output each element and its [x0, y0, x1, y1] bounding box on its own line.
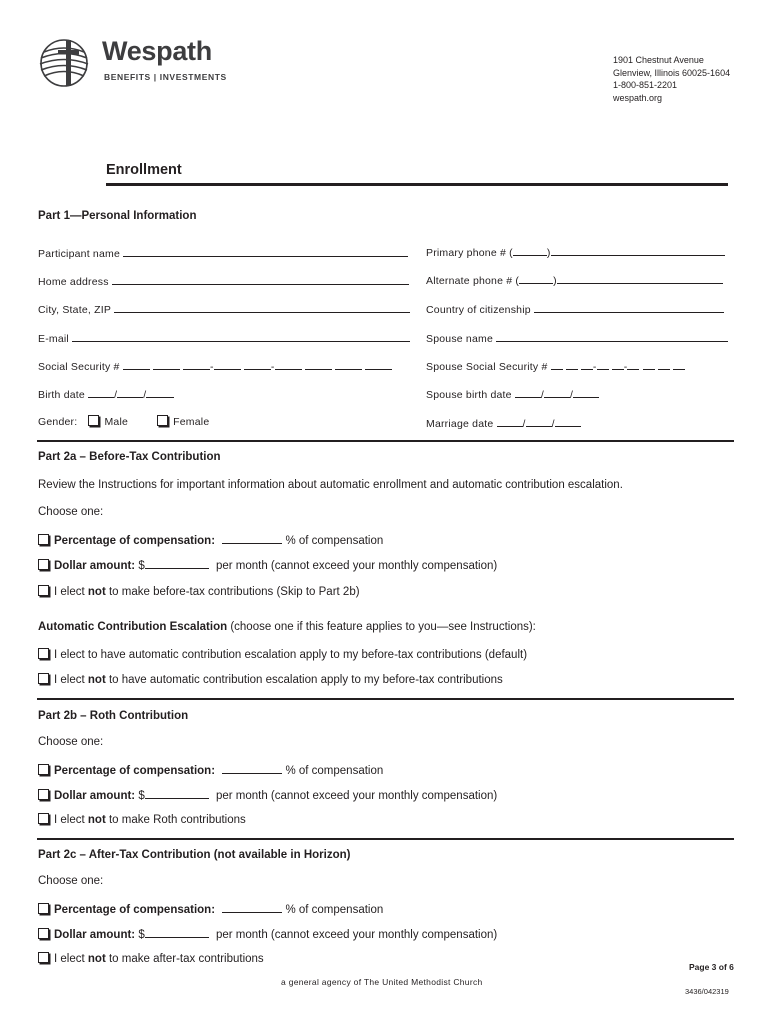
part2c-decline-checkbox[interactable] [38, 952, 49, 963]
alternate-phone-line[interactable] [557, 273, 723, 284]
brand-tagline: BENEFITS | INVESTMENTS [104, 72, 227, 82]
part2b-dollar-checkbox[interactable] [38, 789, 49, 800]
country-field[interactable] [426, 302, 724, 316]
male-label: Male [104, 416, 129, 428]
ssn-digit[interactable] [123, 359, 150, 370]
part2a-dollar-option[interactable] [38, 558, 497, 572]
ssn-digit[interactable] [335, 359, 362, 370]
part2c-dollar-label: Dollar amount: [54, 929, 136, 941]
marriage-day-line[interactable] [526, 416, 552, 427]
part2a-percentage-checkbox[interactable] [38, 534, 49, 545]
part2a-dollar-suffix: per month (cannot exceed your monthly compensation) [215, 560, 498, 572]
part2c-dollar-checkbox[interactable] [38, 928, 49, 939]
part2b-percentage-line[interactable] [222, 763, 282, 774]
page-title: Enrollment [106, 162, 182, 178]
part2b-decline-post: to make Roth contributions [108, 814, 246, 826]
birth-date-field[interactable]: Birth date / / [38, 387, 174, 401]
auto-escalation-decline-checkbox[interactable] [38, 673, 49, 684]
ssn-digit[interactable] [183, 359, 210, 370]
home-address-line[interactable] [112, 274, 409, 285]
auto-escalation-decline-pre: I elect [54, 674, 85, 686]
auto-escalation-heading: Automatic Contribution Escalation [38, 621, 228, 633]
auto-escalation-decline-post: to have automatic contribution escalation apply to my before-tax contributions [108, 674, 503, 686]
spouse-ssn-digit[interactable] [551, 359, 563, 370]
part2c-percentage-suffix: % of compensation [285, 904, 384, 916]
part2c-percentage-checkbox[interactable] [38, 903, 49, 914]
city-state-zip-field[interactable] [38, 302, 410, 316]
participant-name-line[interactable] [123, 246, 408, 257]
email-line[interactable] [72, 331, 410, 342]
part2a-percentage-option[interactable] [38, 533, 383, 547]
part2b-percentage-checkbox[interactable] [38, 764, 49, 775]
part2b-decline-pre: I elect [54, 814, 85, 826]
spouse-ssn-digit[interactable] [566, 359, 578, 370]
alternate-phone-area-line[interactable] [519, 273, 553, 284]
auto-escalation-apply-checkbox[interactable] [38, 648, 49, 659]
part2a-decline-checkbox[interactable] [38, 585, 49, 596]
participant-name-field[interactable] [38, 246, 408, 260]
contact-address [613, 54, 730, 104]
country-label: Country of citizenship [426, 304, 531, 316]
spouse-ssn-digit[interactable] [658, 359, 670, 370]
spouse-ssn-field[interactable]: Spouse Social Security # - - [426, 359, 685, 373]
ssn-digit[interactable] [275, 359, 302, 370]
part2c-percentage-line[interactable] [222, 902, 282, 913]
marriage-month-line[interactable] [497, 416, 523, 427]
spouse-ssn-digit[interactable] [612, 359, 624, 370]
part2a-decline-option[interactable] [38, 585, 360, 598]
address-line: Glenview, Illinois 60025-1604 [613, 67, 731, 78]
part2b-percentage-label: Percentage of compensation: [54, 765, 216, 777]
agency-footer: a general agency of The United Methodist Church [281, 977, 483, 987]
primary-phone-field[interactable]: Primary phone # ( ) [426, 245, 725, 259]
home-address-label: Home address [38, 276, 109, 288]
marriage-date-field[interactable]: Marriage date / / [426, 416, 581, 430]
spouse-ssn-digit[interactable] [627, 359, 639, 370]
part2c-choose-label: Choose one: [38, 875, 104, 887]
page-number: Page 3 of 6 [689, 962, 734, 972]
title-divider [106, 183, 728, 186]
part2b-dollar-label: Dollar amount: [54, 790, 136, 802]
part2c-dollar-line[interactable] [145, 927, 209, 938]
address-line: wespath.org [613, 92, 663, 103]
female-checkbox[interactable] [157, 415, 168, 426]
part2a-review-text: Review the Instructions for important information about automatic enrollment and automatic contribution escalation. [38, 479, 623, 491]
birth-year-line[interactable] [146, 387, 174, 398]
part2b-heading: Part 2b – Roth Contribution [38, 710, 189, 722]
spouse-birth-day-line[interactable] [544, 387, 570, 398]
marriage-year-line[interactable] [555, 416, 581, 427]
birth-month-line[interactable] [88, 387, 114, 398]
part2a-percentage-line[interactable] [222, 533, 282, 544]
part2b-dollar-line[interactable] [145, 788, 209, 799]
part2b-percentage-option[interactable] [38, 763, 383, 777]
part2c-decline-option[interactable] [38, 952, 264, 965]
part2a-dollar-label: Dollar amount: [54, 560, 136, 572]
brand-name: Wespath [102, 36, 212, 66]
part2a-heading: Part 2a – Before-Tax Contribution [38, 451, 221, 463]
country-line[interactable] [534, 302, 724, 313]
part2c-percentage-option[interactable] [38, 902, 383, 916]
spouse-ssn-digit[interactable] [581, 359, 593, 370]
ssn-digit[interactable] [214, 359, 241, 370]
part2b-decline-not: not [87, 814, 106, 826]
auto-escalation-decline-not: not [87, 674, 106, 686]
section-divider [37, 838, 734, 840]
email-label: E-mail [38, 333, 69, 345]
birth-day-line[interactable] [117, 387, 143, 398]
female-label: Female [173, 416, 210, 428]
gender-field [38, 415, 209, 428]
spouse-ssn-digit[interactable] [643, 359, 655, 370]
part2b-choose-label: Choose one: [38, 736, 104, 748]
email-field[interactable] [38, 331, 410, 345]
part2c-percentage-label: Percentage of compensation: [54, 904, 216, 916]
part2a-decline-not: not [87, 586, 106, 598]
spouse-name-line[interactable] [496, 331, 728, 342]
part2c-decline-post: to make after-tax contributions [108, 953, 264, 965]
ssn-digit[interactable] [365, 359, 392, 370]
part2c-decline-not: not [87, 953, 106, 965]
alternate-phone-label: Alternate phone # [426, 275, 513, 287]
spouse-ssn-label: Spouse Social Security # [426, 361, 548, 373]
birth-date-label: Birth date [38, 389, 85, 401]
gender-label: Gender: [38, 416, 78, 428]
auto-escalation-header [38, 621, 536, 633]
part2c-dollar-suffix: per month (cannot exceed your monthly compensation) [215, 929, 498, 941]
participant-name-label: Participant name [38, 248, 120, 260]
primary-phone-area-line[interactable] [513, 245, 547, 256]
part2c-dollar-option[interactable] [38, 927, 497, 941]
part2c-heading: Part 2c – After-Tax Contribution (not available in Horizon) [38, 849, 351, 861]
form-code: 3436/042319 [685, 987, 729, 996]
section-divider [37, 440, 734, 442]
alternate-phone-field[interactable]: Alternate phone # ( ) [426, 273, 723, 287]
ssn-field[interactable]: Social Security # - - [38, 359, 392, 373]
part2c-dollar-sign: $ [138, 929, 145, 941]
spouse-name-label: Spouse name [426, 333, 493, 345]
part2a-dollar-line[interactable] [145, 558, 209, 569]
spouse-birth-field[interactable]: Spouse birth date / / [426, 387, 599, 401]
part2a-percentage-label: Percentage of compensation: [54, 535, 216, 547]
part2a-dollar-checkbox[interactable] [38, 559, 49, 570]
part2b-decline-checkbox[interactable] [38, 813, 49, 824]
ssn-digit[interactable] [305, 359, 332, 370]
part2b-dollar-sign: $ [138, 790, 145, 802]
section-divider [37, 698, 734, 700]
spouse-ssn-digit[interactable] [597, 359, 609, 370]
spouse-ssn-digit[interactable] [673, 359, 685, 370]
part2a-decline-post: to make before-tax contributions (Skip to Part 2b) [108, 586, 360, 598]
part1-heading: Part 1—Personal Information [38, 210, 197, 222]
address-line: 1901 Chestnut Avenue [613, 55, 704, 65]
home-address-field[interactable] [38, 274, 409, 288]
part2b-decline-option[interactable] [38, 813, 246, 826]
cross-flame-icon [36, 38, 96, 88]
ssn-label: Social Security # [38, 361, 120, 373]
spouse-birth-year-line[interactable] [573, 387, 599, 398]
spouse-birth-label: Spouse birth date [426, 389, 512, 401]
ssn-digit[interactable] [244, 359, 271, 370]
wespath-logo [36, 38, 226, 88]
part2b-dollar-suffix: per month (cannot exceed your monthly compensation) [215, 790, 498, 802]
city-state-zip-label: City, State, ZIP [38, 304, 111, 316]
part2b-dollar-option[interactable] [38, 788, 497, 802]
part2a-decline-pre: I elect [54, 586, 85, 598]
spouse-name-field[interactable] [426, 331, 728, 345]
auto-escalation-apply-label: I elect to have automatic contribution escalation apply to my before-tax contributions (default) [54, 649, 528, 661]
part2a-dollar-sign: $ [138, 560, 145, 572]
auto-escalation-apply-option[interactable] [38, 648, 527, 661]
part2c-decline-pre: I elect [54, 953, 85, 965]
auto-escalation-decline-option[interactable] [38, 673, 503, 686]
male-checkbox[interactable] [88, 415, 99, 426]
address-line: 1-800-851-2201 [613, 80, 678, 91]
marriage-date-label: Marriage date [426, 418, 494, 430]
auto-escalation-note: (choose one if this feature applies to you—see Instructions): [230, 621, 536, 633]
spouse-birth-month-line[interactable] [515, 387, 541, 398]
primary-phone-label: Primary phone # [426, 247, 507, 259]
part2b-percentage-suffix: % of compensation [285, 765, 384, 777]
part2a-percentage-suffix: % of compensation [285, 535, 384, 547]
city-state-zip-line[interactable] [114, 302, 410, 313]
ssn-digit[interactable] [153, 359, 180, 370]
part2a-choose-label: Choose one: [38, 506, 104, 518]
primary-phone-line[interactable] [551, 245, 725, 256]
